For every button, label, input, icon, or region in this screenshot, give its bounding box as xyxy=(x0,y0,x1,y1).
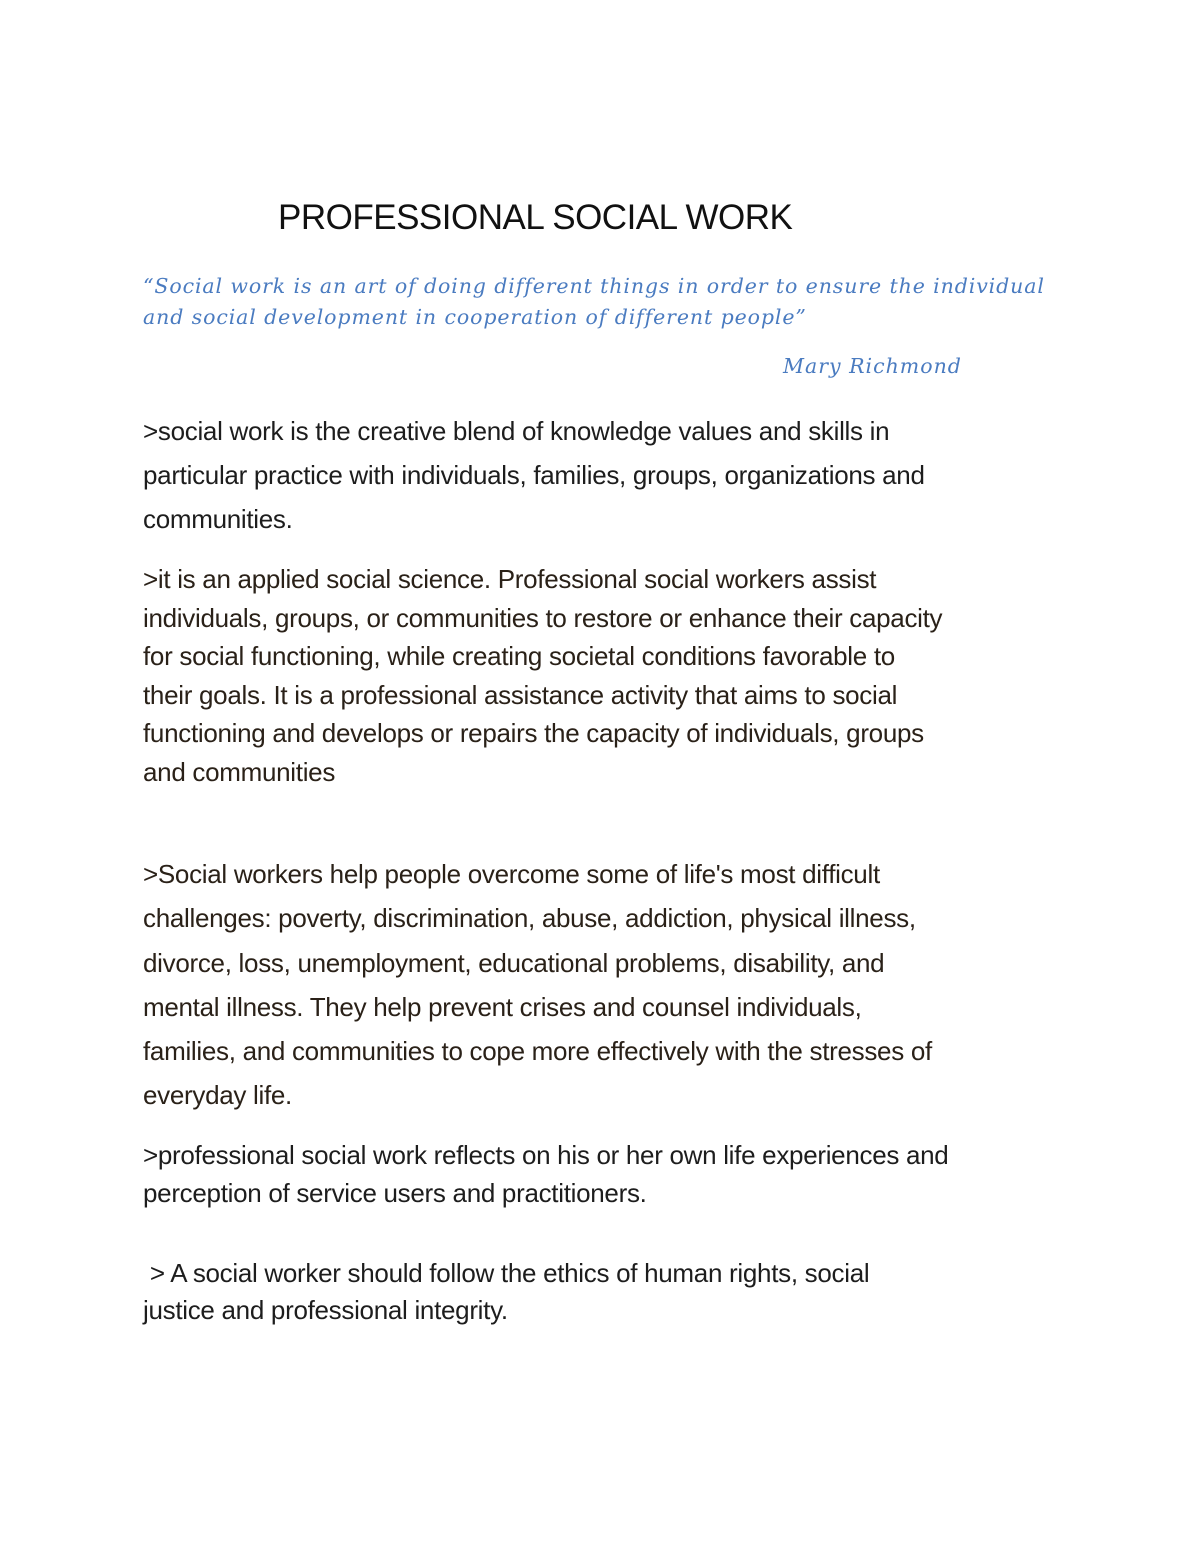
paragraph-line: particular practice with individuals, families, groups, organizations and xyxy=(143,460,925,490)
epigraph-quote xyxy=(143,271,1063,333)
paragraph-line: for social functioning, while creating societal conditions favorable to xyxy=(143,641,895,671)
paragraph-reflection xyxy=(143,1136,1068,1212)
paragraph-line: their goals. It is a professional assistance activity that aims to social xyxy=(143,679,898,710)
paragraph-line: families, and communities to cope more effectively with the stresses of xyxy=(143,1036,932,1067)
paragraph-line: > A social worker should follow the ethics of human rights, social xyxy=(143,1258,870,1288)
paragraph-line: and communities xyxy=(143,756,336,787)
paragraph-line: perception of service users and practitioners. xyxy=(143,1178,647,1208)
paragraph-line: challenges: poverty, discrimination, abuse, addiction, physical illness, xyxy=(143,903,916,934)
paragraph-line: >social work is the creative blend of knowledge values and skills in xyxy=(143,416,890,446)
paragraph-line: functioning and develops or repairs the capacity of individuals, groups xyxy=(143,718,924,748)
paragraph-line: individuals, groups, or communities to restore or enhance their capacity xyxy=(143,602,943,633)
paragraph-line: communities. xyxy=(143,504,293,534)
paragraph-challenges xyxy=(143,852,1068,1118)
quote-line: and social development in cooperation of different people” xyxy=(143,305,807,329)
paragraph-line: everyday life. xyxy=(143,1080,292,1111)
paragraph-line: justice and professional integrity. xyxy=(143,1295,508,1325)
paragraph-line: >professional social work reflects on his or her own life experiences and xyxy=(143,1140,949,1170)
paragraph-applied-science xyxy=(143,560,1068,791)
paragraph-definition xyxy=(143,409,1068,541)
paragraph-ethics xyxy=(143,1255,1068,1329)
paragraph-line: >Social workers help people overcome some of life's most difficult xyxy=(143,859,880,889)
paragraph-line: >it is an applied social science. Professional social workers assist xyxy=(143,564,877,594)
quote-line: “Social work is an art of doing different things in order to ensure the individual xyxy=(143,274,1045,298)
paragraph-line: divorce, loss, unemployment, educational problems, disability, and xyxy=(143,947,885,978)
paragraph-line: mental illness. They help prevent crises and counsel individuals, xyxy=(143,991,862,1022)
quote-author: Mary Richmond xyxy=(783,354,962,378)
document-title: PROFESSIONAL SOCIAL WORK xyxy=(278,198,793,237)
